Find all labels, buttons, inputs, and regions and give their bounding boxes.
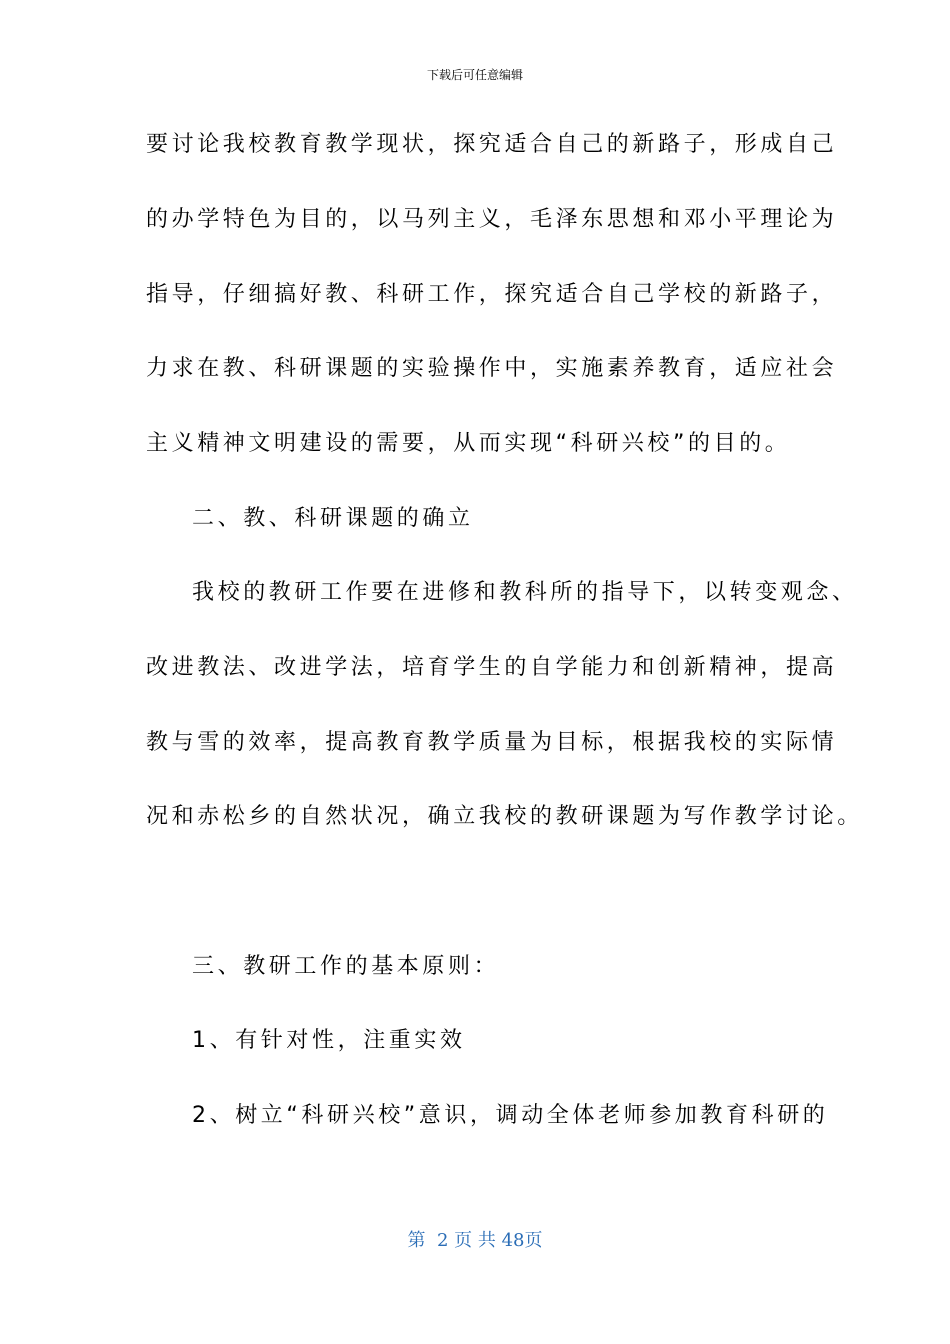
body-line-5: 主义精神文明建设的需要，从而实现“科研兴校”的目的。: [146, 431, 791, 456]
page-number: 第 2 页 共 48页: [407, 1230, 543, 1251]
body-line-10: 况和赤松乡的自然状况，确立我校的教研课题为写作教学讨论。: [146, 804, 863, 829]
body-line-4: 力求在教、科研课题的实验操作中，实施素养教育，适应社会: [146, 356, 838, 381]
list-item-2: 2、树立“科研兴校”意识，调动全体老师参加教育科研的: [192, 1103, 829, 1128]
section-heading-3: 三、教研工作的基本原则：: [192, 954, 500, 979]
body-line-2: 的办学特色为目的，以马列主义，毛泽东思想和邓小平理论为: [146, 207, 838, 232]
body-line-3: 指导，仔细搞好教、科研工作，探究适合自己学校的新路子，: [146, 282, 838, 307]
section-heading-2: 二、教、科研课题的确立: [192, 506, 474, 531]
list-item-1: 1、有针对性，注重实效: [192, 1028, 466, 1053]
body-line-7: 我校的教研工作要在进修和教科所的指导下，以转变观念、: [192, 580, 858, 605]
body-line-1: 要讨论我校教育教学现状，探究适合自己的新路子，形成自己: [146, 132, 838, 157]
page-header: 下载后可任意编辑: [426, 68, 523, 82]
body-line-8: 改进教法、改进学法，培育学生的自学能力和创新精神，提高: [146, 655, 838, 680]
body-line-9: 教与雪的效率，提高教育教学质量为目标，根据我校的实际情: [146, 730, 838, 755]
